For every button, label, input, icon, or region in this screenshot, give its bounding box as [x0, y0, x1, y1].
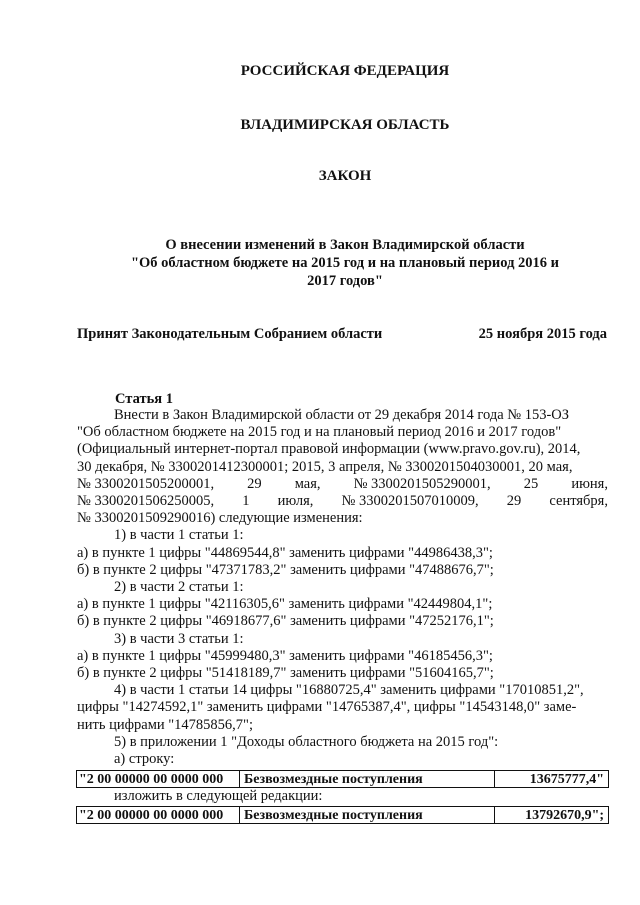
- amendment-item-4: нить цифрами "14785856,7";: [77, 716, 253, 733]
- country-heading: РОССИЙСКАЯ ФЕДЕРАЦИЯ: [240, 63, 450, 79]
- intro-token: № 3300201507010009,: [341, 493, 479, 510]
- old-row-name: Безвозмездные поступления: [240, 771, 495, 787]
- amendment-item: б) в пункте 2 цифры "46918677,6" заменить цифрами "47252176,1";: [77, 613, 494, 630]
- intro-token: 29: [247, 475, 262, 492]
- intro-line-spread: [77, 493, 608, 510]
- amendment-item: б) в пункте 2 цифры "47371783,2" заменить цифрами "47488676,7";: [77, 561, 494, 578]
- law-title-line: 2017 годов": [307, 273, 383, 289]
- intro-line: (Официальный интернет-портал правовой информации (www.pravo.gov.ru), 2014,: [77, 441, 581, 458]
- amendment-item-4: цифры "14274592,1" заменить цифрами "14765387,4", цифры "14543148,0" заме-: [77, 699, 577, 716]
- old-row-amount: 13675777,4": [529, 772, 604, 787]
- intro-token: 1: [242, 493, 250, 510]
- adopted-by: Принят Законодательным Собранием области: [77, 326, 383, 342]
- law-title: [110, 236, 580, 290]
- adoption-line: [77, 325, 607, 343]
- old-row-code: "2 00 00000 00 0000 000: [77, 771, 240, 787]
- doc-type-heading: ЗАКОН: [318, 168, 372, 184]
- intro-token: сентября,: [549, 493, 608, 510]
- amendment-item-4: 4) в части 1 статьи 14 цифры "16880725,4" заменить цифрами "17010851,2",: [114, 682, 584, 699]
- amendment-item: 3) в части 3 статьи 1:: [114, 630, 244, 647]
- intro-token: мая,: [294, 475, 321, 492]
- old-table-row: [76, 770, 609, 788]
- new-row-amount: 13792670,9";: [525, 808, 604, 823]
- intro-line: № 3300201509290016) следующие изменения:: [77, 510, 363, 527]
- intro-token: июня,: [571, 475, 608, 492]
- article-body: [77, 407, 608, 768]
- amendment-item-5a: а) строку:: [114, 751, 175, 768]
- intro-token: № 3300201505200001,: [77, 475, 215, 492]
- amendment-item: а) в пункте 1 цифры "42116305,6" заменить цифрами "42449804,1";: [77, 596, 493, 613]
- intro-line: 30 декабря, № 3300201412300001; 2015, 3 апреля, № 3300201504030001, 20 мая,: [77, 458, 573, 475]
- new-table-row: [76, 806, 609, 824]
- law-title-line: "Об областном бюджете на 2015 год и на плановый период 2016 и: [130, 255, 560, 271]
- law-title-line: О внесении изменений в Закон Владимирской области: [165, 237, 525, 253]
- region-heading: ВЛАДИМИРСКАЯ ОБЛАСТЬ: [240, 117, 450, 133]
- intro-line: "Об областном бюджете на 2015 год и на плановый период 2016 и 2017 годов": [77, 424, 562, 441]
- new-row-name: Безвозмездные поступления: [240, 807, 495, 823]
- intro-line: Внести в Закон Владимирской области от 29 декабря 2014 года № 153-ОЗ: [114, 407, 570, 423]
- amendment-item: 2) в части 2 статьи 1:: [114, 579, 244, 596]
- replace-label: изложить в следующей редакции:: [114, 788, 323, 804]
- amendment-item-5: 5) в приложении 1 "Доходы областного бюджета на 2015 год":: [114, 733, 499, 750]
- intro-token: 29: [506, 493, 522, 510]
- intro-token: июля,: [277, 493, 314, 510]
- intro-line-spread: [77, 476, 608, 493]
- amendment-item: а) в пункте 1 цифры "45999480,3" заменить цифрами "46185456,3";: [77, 647, 493, 664]
- adoption-date: 25 ноября 2015 года: [478, 326, 607, 342]
- intro-token: № 3300201505290001,: [353, 475, 491, 492]
- amendment-item: б) в пункте 2 цифры "51418189,7" заменить цифрами "51604165,7";: [77, 665, 494, 682]
- intro-token: 25: [523, 475, 539, 492]
- article-title: Статья 1: [115, 391, 173, 407]
- amendment-item: 1) в части 1 статьи 1:: [114, 527, 244, 544]
- intro-token: № 3300201506250005,: [77, 493, 215, 510]
- new-row-code: "2 00 00000 00 0000 000: [77, 807, 240, 823]
- amendment-item: а) в пункте 1 цифры "44869544,8" заменить цифрами "44986438,3";: [77, 544, 493, 561]
